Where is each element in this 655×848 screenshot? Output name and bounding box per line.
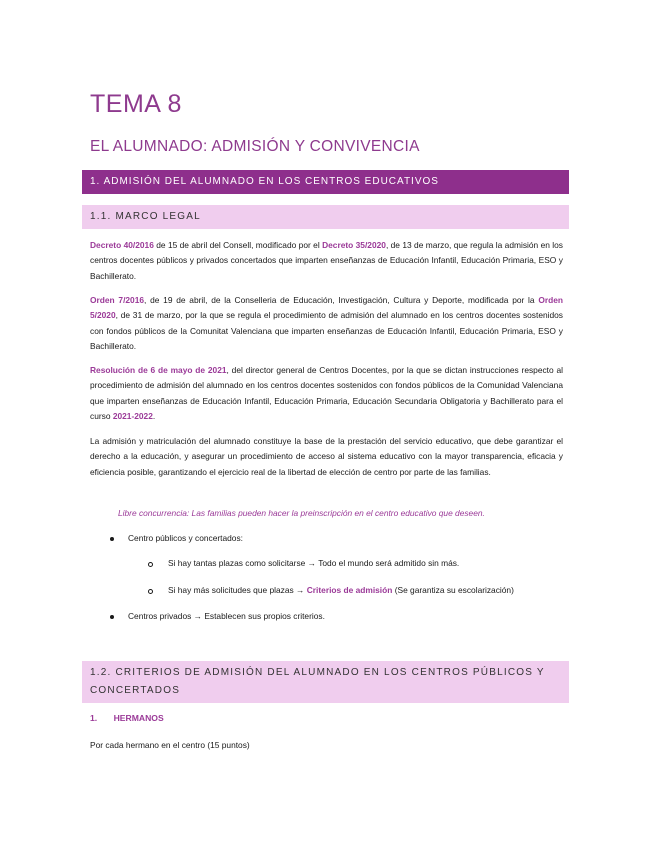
link-orden-7-2016[interactable]: Orden 7/2016: [90, 295, 145, 305]
section-header-1-label: 1. ADMISIÓN DEL ALUMNADO EN LOS CENTROS EDUCATIVOS: [90, 176, 439, 187]
subbullet-text: Si hay más solicitudes que plazas →: [168, 585, 307, 595]
link-decreto-40-2016[interactable]: Decreto 40/2016: [90, 240, 154, 250]
paragraph-admision: La admisión y matriculación del alumnado constituye la base de la prestación del servicio educativo, que debe garantizar el derecho a la educación, y asegurar un procedimiento de acceso al sistema educativo con la mayor transparencia, eficacia y eficiencia posible, garantizando el ejercicio real de la libertad de elección de centro por parte de las familias.: [90, 436, 563, 477]
paragraph-text: .: [152, 410, 156, 421]
link-decreto-35-2020[interactable]: Decreto 35/2020: [322, 240, 386, 250]
link-orden-5-2020[interactable]: Orden 5/2020: [90, 295, 563, 321]
paragraph-resolucion: [90, 363, 563, 424]
criterion-number: 1.: [90, 713, 98, 723]
section-header-1: [82, 170, 569, 194]
link-resolucion-2021[interactable]: Resolución de 6 de mayo de 2021: [90, 365, 227, 375]
circle-bullet-icon: [148, 562, 153, 567]
paragraph-text: , del director general de Centros Docentes, por la que se dictan instrucciones respecto al procedimiento de admisión del alumnado en los centros docentes sostenidos con fondos públicos de la Comunidad Valenciana que imparten enseñanzas de Educación Infantil, Educación Primaria, Educación Secundaria Obligatoria y Bachillerato para el curso: [90, 365, 563, 421]
criterion-title: HERMANOS: [113, 713, 164, 723]
bullet-dot-icon: [110, 615, 114, 619]
subbullet-label: [168, 585, 514, 595]
page-title: TEMA 8: [90, 90, 182, 118]
section-header-1-1: [82, 205, 569, 229]
section-header-1-2-label: 1.2. CRITERIOS DE ADMISIÓN DEL ALUMNADO EN LOS CENTROS PÚBLICOS Y CONCERTADOS: [90, 667, 545, 696]
paragraph-hermanos-puntos: Por cada hermano en el centro (15 puntos): [90, 740, 250, 750]
section-header-1-1-label: 1.1. MARCO LEGAL: [90, 211, 201, 222]
note-libre-concurrencia: Libre concurrencia: Las familias pueden hacer la preinscripción en el centro educativo que deseen.: [118, 508, 485, 518]
subbullet-label: Si hay tantas plazas como solicitarse → Todo el mundo será admitido sin más.: [168, 558, 460, 568]
link-curso-2021-2022[interactable]: 2021-2022: [112, 410, 153, 421]
page-subtitle: EL ALUMNADO: ADMISIÓN Y CONVIVENCIA: [90, 138, 420, 155]
bullet-label: Centros privados → Establecen sus propios criterios.: [128, 611, 325, 621]
paragraph-text: , de 13 de marzo, que regula la admisión en los centros docentes públicos y privados concertados que imparten enseñanzas de Educación Infantil, Educación Primaria, ESO y Bachillerato.: [90, 240, 563, 281]
paragraph-orden: [90, 293, 563, 354]
paragraph-text: , de 19 de abril, de la Conselleria de Educación, Investigación, Cultura y Deporte, modificada por la: [144, 295, 539, 305]
circle-bullet-icon: [148, 589, 153, 594]
criterion-heading-hermanos: [90, 713, 164, 723]
section-header-1-2: [82, 661, 569, 703]
paragraph-decreto: [90, 238, 563, 284]
paragraph-text: de 15 de abril del Consell, modificado por el: [153, 240, 323, 250]
subbullet-text: (Se garantiza su escolarización): [392, 585, 514, 595]
bullet-label: Centro públicos y concertados:: [128, 533, 243, 543]
link-criterios-admision[interactable]: Criterios de admisión: [306, 585, 393, 595]
paragraph-text: , de 31 de marzo, por la que se regula el procedimiento de admisión del alumnado en los centros docentes sostenidos con fondos públicos de la Comunitat Valenciana que imparten enseñanzas de Educación Infantil, Educación Primaria, ESO y Bachillerato.: [90, 310, 563, 351]
bullet-dot-icon: [110, 537, 114, 541]
